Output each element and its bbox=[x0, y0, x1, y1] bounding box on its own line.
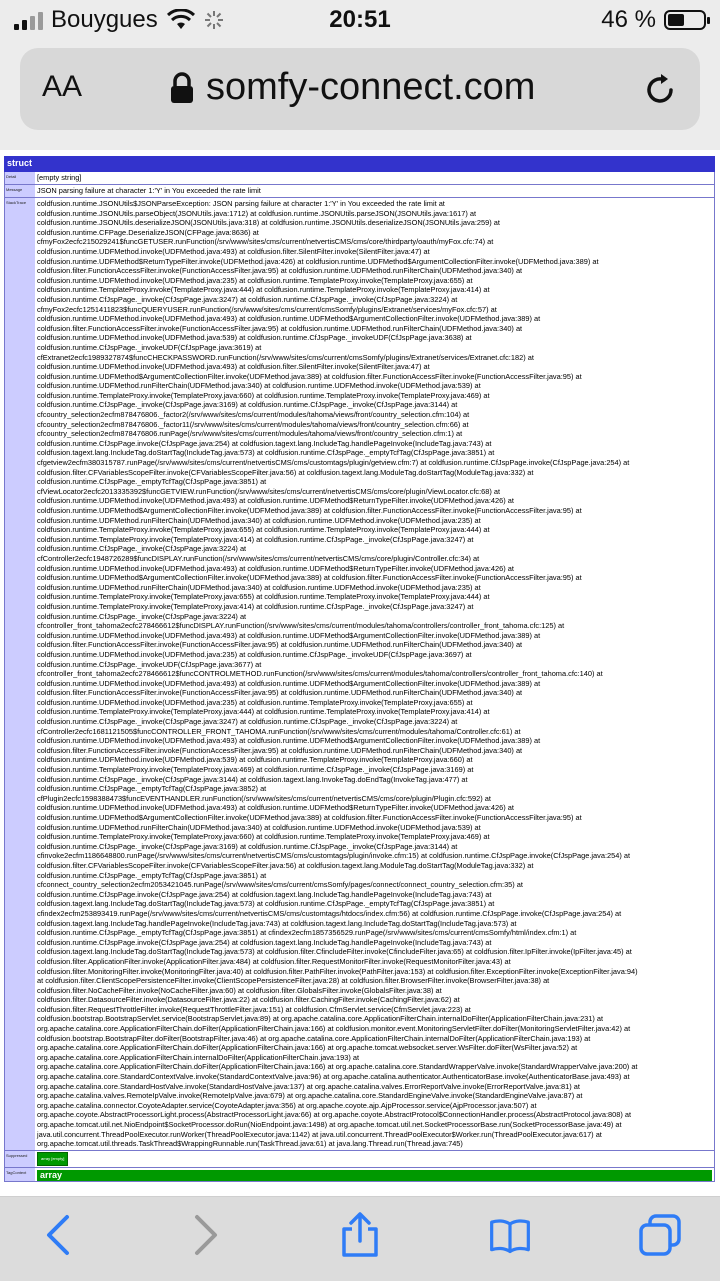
forward-icon bbox=[191, 1213, 221, 1257]
tabs-button[interactable] bbox=[638, 1213, 682, 1257]
stacktrace-line: coldfusion.runtime.UDFMethod.runFilterChain(UDFMethod.java:340) at coldfusion.runtime.UDFMethod.invoke(UDFMethod.java:539) at bbox=[37, 822, 481, 832]
tagcontext-label: TagContext bbox=[5, 1168, 35, 1182]
stacktrace-line: coldfusion.runtime.TemplateProxy.invoke(TemplateProxy.java:414) at coldfusion.runtime.CfJspPage._invoke(CfJspPage.java:3247) at bbox=[37, 601, 474, 611]
carrier-name: Bouygues bbox=[51, 6, 158, 33]
stacktrace-line: cfExtranet2ecfc1989327874$funcCHECKPASSWORD.runFunction(/srv/www/sites/cms/current/cmsSomfy/plugins/Extranet/services/Extranet.cfc:182) at bbox=[37, 352, 534, 362]
stacktrace-line: cfcountry_selection2ecfm878476806.runPage(/srv/www/sites/cms/current/modules/tahoma/views/front/country_selection.cfm:1) at bbox=[37, 429, 463, 439]
stacktrace-line: coldfusion.filter.MonitoringFilter.invoke(MonitoringFilter.java:40) at coldfusion.filter.PathFilter.invoke(PathFilter.java:153) at coldfusion.filter.ExceptionFilter.invoke(ExceptionFilter.java:94) bbox=[37, 966, 638, 976]
stacktrace-line: coldfusion.runtime.TemplateProxy.invoke(TemplateProxy.java:469) at coldfusion.runtime.CfJspPage._invoke(CfJspPage.java:3169) at bbox=[37, 765, 474, 775]
stacktrace-line: cfmyFox2ecfc1251411823$funcQUERYUSER.runFunction(/srv/www/sites/cms/current/cmsSomfy/plugins/Extranet/services/myFox.cfc:57) at bbox=[37, 304, 497, 314]
stacktrace-line: coldfusion.runtime.TemplateProxy.invoke(TemplateProxy.java:444) at coldfusion.runtime.TemplateProxy.invoke(TemplateProxy.java:414) at bbox=[37, 285, 490, 295]
stacktrace-line: coldfusion.runtime.UDFMethod.invoke(UDFMethod.java:493) at coldfusion.runtime.UDFMethod$ArgumentCollectionFilter.invoke(UDFMethod.java:389) at bbox=[37, 678, 541, 688]
stacktrace-line: coldfusion.tagext.lang.IncludeTag.doStartTag(IncludeTag.java:573) at coldfusion.filter.CfincludeFilter.invoke(CfincludeFilter.java:65) at coldfusion.filter.IpFilter.invoke(IpFilter.java:45) at bbox=[37, 947, 632, 957]
stacktrace-line: coldfusion.runtime.CfJspPage._invoke(CfJspPage.java:3144) at coldfusion.tagext.lang.InvokeTag.doEndTag(InvokeTag.java:477) at bbox=[37, 774, 468, 784]
lock-icon bbox=[170, 72, 194, 104]
stacktrace-line: coldfusion.tagext.lang.IncludeTag.doStartTag(IncludeTag.java:573) at coldfusion.runtime.CfJspPage._emptyTcfTag(CfJspPage.java:3851) at bbox=[37, 899, 495, 909]
stacktrace-line: cfViewLocator2ecfc2013335392$funcGETVIEW.runFunction(/srv/www/sites/cms/current/netvertisCMS/cms/core/plugin/ViewLocator.cfc:68) at bbox=[37, 486, 501, 496]
stacktrace-line: org.apache.catalina.core.ApplicationFilterChain.doFilter(ApplicationFilterChain.java:166) at coldfusion.monitor.event.MonitoringServletFilter.doFilter(MonitoringServletFilter.java:42) at bbox=[37, 1024, 631, 1034]
address-bar[interactable] bbox=[20, 48, 700, 130]
stacktrace-line: coldfusion.runtime.UDFMethod.invoke(UDFMethod.java:493) at coldfusion.filter.SilentFilter.invoke(SilentFilter.java:47) at bbox=[37, 362, 430, 372]
clock: 20:51 bbox=[329, 6, 391, 33]
stacktrace-line: org.apache.tomcat.util.threads.TaskThread$WrappingRunnable.run(TaskThread.java:61) at java.lang.Thread.run(Thread.java:745) bbox=[37, 1139, 463, 1149]
stacktrace-line: coldfusion.runtime.UDFMethod.invoke(UDFMethod.java:493) at coldfusion.runtime.UDFMethod$ArgumentCollectionFilter.invoke(UDFMethod.java:389) at bbox=[37, 630, 541, 640]
bottom-toolbar bbox=[0, 1196, 720, 1281]
stacktrace-line: coldfusion.runtime.TemplateProxy.invoke(TemplateProxy.java:444) at coldfusion.runtime.TemplateProxy.invoke(TemplateProxy.java:414) at bbox=[37, 707, 490, 717]
stacktrace-line: coldfusion.runtime.CfJspPage._invokeUDF(CfJspPage.java:3619) at bbox=[37, 342, 262, 352]
stacktrace-line: coldfusion.runtime.UDFMethod$ArgumentCollectionFilter.invoke(UDFMethod.java:389) at coldfusion.filter.FunctionAccessFilter.invoke(FunctionAccessFilter.java:95) at bbox=[37, 573, 582, 583]
stacktrace-line: coldfusion.runtime.UDFMethod.invoke(UDFMethod.java:493) at coldfusion.runtime.UDFMethod$ArgumentCollectionFilter.invoke(UDFMethod.java:389) at bbox=[37, 736, 541, 746]
tagcontext-array-header[interactable]: array bbox=[37, 1170, 712, 1182]
stacktrace-line: coldfusion.runtime.TemplateProxy.invoke(TemplateProxy.java:660) at coldfusion.runtime.TemplateProxy.invoke(TemplateProxy.java:469) at bbox=[37, 390, 490, 400]
tagcontext-row bbox=[4, 1168, 715, 1183]
stacktrace-line: coldfusion.runtime.CfJspPage.invoke(CfJspPage.java:254) at coldfusion.tagext.lang.IncludeTag.handlePageInvoke(IncludeTag.java:743) at bbox=[37, 438, 492, 448]
stacktrace-line: org.apache.catalina.core.StandardHostValve.invoke(StandardHostValve.java:137) at org.apache.catalina.valves.ErrorReportValve.invoke(ErrorReportValve.java:81) at bbox=[37, 1081, 580, 1091]
message-row bbox=[4, 185, 715, 198]
stacktrace-line: coldfusion.runtime.UDFMethod.invoke(UDFMethod.java:493) at coldfusion.filter.SilentFilter.invoke(SilentFilter.java:47) at bbox=[37, 246, 430, 256]
detail-value: [empty string] bbox=[37, 173, 82, 182]
stacktrace-line: coldfusion.runtime.CfJspPage.invoke(CfJspPage.java:254) at coldfusion.tagext.lang.IncludeTag.handlePageInvoke(IncludeTag.java:743) at bbox=[37, 937, 492, 947]
stacktrace-line: coldfusion.runtime.UDFMethod.invoke(UDFMethod.java:539) at coldfusion.runtime.TemplateProxy.invoke(TemplateProxy.java:660) at bbox=[37, 755, 473, 765]
stacktrace-line: org.apache.coyote.AbstractProcessorLight.process(AbstractProcessorLight.java:66) at org.apache.coyote.AbstractProtocol$ConnectionHandler.process(AbstractProtocol.java:808) at bbox=[37, 1110, 632, 1120]
stacktrace-line: org.apache.catalina.core.ApplicationFilterChain.internalDoFilter(ApplicationFilterChain.java:193) at bbox=[37, 1052, 360, 1062]
battery-percent: 46 % bbox=[601, 6, 656, 33]
stacktrace-line: cfindex2ecfm253893419.runPage(/srv/www/sites/cms/current/netvertisCMS/cms/customtags/htdocs/index.cfm:56) at coldfusion.runtime.CfJspPage.invoke(CfJspPage.java:254) at bbox=[37, 908, 622, 918]
stacktrace-line: org.apache.catalina.valves.RemoteIpValve.invoke(RemoteIpValve.java:679) at org.apache.catalina.core.StandardEngineValve.invoke(StandardEngineValve.java:87) at bbox=[37, 1091, 583, 1101]
reader-label: AA bbox=[42, 70, 83, 103]
stacktrace-line: coldfusion.runtime.CfJspPage._invoke(CfJspPage.java:3169) at coldfusion.runtime.CfJspPage._invoke(CfJspPage.java:3144) at bbox=[37, 841, 458, 851]
share-icon bbox=[338, 1211, 382, 1259]
stacktrace-line: coldfusion.runtime.UDFMethod$ReturnTypeFilter.invoke(UDFMethod.java:426) at coldfusion.runtime.UDFMethod$ArgumentCollectionFilter.invoke(UDFMethod.java:389) at bbox=[37, 256, 599, 266]
stacktrace-line: cfcountry_selection2ecfm878476806._factor11(/srv/www/sites/cms/current/modules/tahoma/views/front/country_selection.cfm:66) at bbox=[37, 419, 469, 429]
stacktrace-line: cfconnect_country_selection2ecfm2053421045.runPage(/srv/www/sites/cms/current/cmsSomfy/pages/connect/connect_country_selection.cfm:35) at bbox=[37, 880, 523, 890]
stacktrace-row bbox=[4, 198, 715, 1151]
forward-button[interactable] bbox=[184, 1213, 228, 1257]
stacktrace-line: at coldfusion.filter.ClientScopePersistenceFilter.invoke(ClientScopePersistenceFilter.java:28) at coldfusion.filter.BrowserFilter.invoke(BrowserFilter.java:38) at bbox=[37, 976, 550, 986]
stacktrace-line: coldfusion.runtime.UDFMethod.runFilterChain(UDFMethod.java:340) at coldfusion.runtime.UDFMethod.invoke(UDFMethod.java:539) at bbox=[37, 381, 481, 391]
stacktrace-line: coldfusion.filter.CFVariablesScopeFilter.invoke(CFVariablesScopeFilter.java:56) at coldfusion.tagext.lang.ModuleTag.doStartTag(ModuleTag.java:332) at bbox=[37, 467, 534, 477]
stacktrace-line: coldfusion.runtime.CfJspPage._emptyTcfTag(CfJspPage.java:3851) at bbox=[37, 477, 267, 487]
stacktrace-line: coldfusion.filter.NoCacheFilter.invoke(NoCacheFilter.java:60) at coldfusion.filter.GlobalsFilter.invoke(GlobalsFilter.java:38) at bbox=[37, 985, 442, 995]
stacktrace-label: StackTrace bbox=[5, 198, 35, 1150]
stacktrace-line: coldfusion.runtime.UDFMethod.invoke(UDFMethod.java:493) at coldfusion.runtime.UDFMethod$ReturnTypeFilter.invoke(UDFMethod.java:426) at bbox=[37, 563, 514, 573]
stacktrace-line: coldfusion.bootstrap.BootstrapServlet.service(BootstrapServlet.java:89) at org.apache.catalina.core.ApplicationFilterChain.internalDoFilter(ApplicationFilterChain.java:231) at bbox=[37, 1014, 604, 1024]
stacktrace-value bbox=[35, 198, 714, 1150]
stacktrace-line: coldfusion.runtime.CfJspPage._invoke(CfJspPage.java:3247) at coldfusion.runtime.CfJspPage._invoke(CfJspPage.java:3224) at bbox=[37, 294, 458, 304]
stacktrace-line: coldfusion.runtime.UDFMethod.invoke(UDFMethod.java:235) at coldfusion.runtime.TemplateProxy.invoke(TemplateProxy.java:655) at bbox=[37, 697, 473, 707]
battery-icon bbox=[664, 10, 706, 30]
suppressed-value[interactable]: array [empty] bbox=[37, 1152, 68, 1166]
tabs-icon bbox=[638, 1213, 682, 1257]
back-icon bbox=[43, 1213, 73, 1257]
stacktrace-line: coldfusion.runtime.CFPage.DeserializeJSON(CFPage.java:8636) at bbox=[37, 227, 259, 237]
message-value: JSON parsing failure at character 1:'Y' in You exceeded the rate limit bbox=[37, 186, 261, 195]
stacktrace-line: coldfusion.runtime.UDFMethod.invoke(UDFMethod.java:493) at coldfusion.runtime.UDFMethod$ReturnTypeFilter.invoke(UDFMethod.java:426) at bbox=[37, 803, 514, 813]
stacktrace-line: coldfusion.runtime.CfJspPage._invoke(CfJspPage.java:3224) at bbox=[37, 544, 247, 554]
stacktrace-line: coldfusion.runtime.TemplateProxy.invoke(TemplateProxy.java:660) at coldfusion.runtime.TemplateProxy.invoke(TemplateProxy.java:469) at bbox=[37, 832, 490, 842]
stacktrace-line: coldfusion.runtime.CfJspPage._invoke(CfJspPage.java:3247) at coldfusion.runtime.CfJspPage._invoke(CfJspPage.java:3224) at bbox=[37, 717, 458, 727]
struct-header: struct bbox=[4, 156, 715, 172]
message-label: Message bbox=[5, 185, 35, 197]
stacktrace-line: java.util.concurrent.ThreadPoolExecutor.runWorker(ThreadPoolExecutor.java:1142) at java.util.concurrent.ThreadPoolExecutor$Worker.run(ThreadPoolExecutor.java:617) at bbox=[37, 1129, 602, 1139]
suppressed-label: Suppressed bbox=[5, 1151, 35, 1167]
browser-chrome bbox=[0, 0, 720, 150]
detail-row bbox=[4, 172, 715, 185]
stacktrace-line: coldfusion.runtime.JSONUtils.deserializeJSON(JSONUtils.java:318) at coldfusion.runtime.JSONUtils.deserializeJSON(JSONUtils.java:259) at bbox=[37, 218, 500, 228]
stacktrace-line: coldfusion.tagext.lang.IncludeTag.handlePageInvoke(IncludeTag.java:743) at coldfusion.tagext.lang.IncludeTag.doStartTag(IncludeTag.java:573) at bbox=[37, 918, 517, 928]
stacktrace-line: coldfusion.tagext.lang.IncludeTag.doStartTag(IncludeTag.java:573) at coldfusion.runtime.CfJspPage._emptyTcfTag(CfJspPage.java:3851) at bbox=[37, 448, 495, 458]
stacktrace-line: coldfusion.runtime.UDFMethod$ArgumentCollectionFilter.invoke(UDFMethod.java:389) at coldfusion.filter.FunctionAccessFilter.invoke(FunctionAccessFilter.java:95) at bbox=[37, 371, 582, 381]
status-bar bbox=[0, 0, 720, 42]
stacktrace-line: coldfusion.runtime.CfJspPage._emptyTcfTag(CfJspPage.java:3851) at cfindex2ecfm1857356529.runPage(/srv/www/sites/cms/current/cmsSomfy/html/index.cfm:1) at bbox=[37, 928, 577, 938]
stacktrace-line: coldfusion.runtime.TemplateProxy.invoke(TemplateProxy.java:655) at coldfusion.runtime.TemplateProxy.invoke(TemplateProxy.java:444) at bbox=[37, 592, 490, 602]
stacktrace-line: org.apache.catalina.core.ApplicationFilterChain.doFilter(ApplicationFilterChain.java:166) at org.apache.tomcat.websocket.server.WsFilter.doFilter(WsFilter.java:52) at bbox=[37, 1043, 578, 1053]
stacktrace-line: coldfusion.filter.FunctionAccessFilter.invoke(FunctionAccessFilter.java:95) at coldfusion.runtime.UDFMethod.runFilterChain(UDFMethod.java:340) at bbox=[37, 266, 523, 276]
stacktrace-line: cfcountry_selection2ecfm878476806._factor2(/srv/www/sites/cms/current/modules/tahoma/views/front/country_selection.cfm:104) at bbox=[37, 410, 470, 420]
url-text: somfy-connect.com bbox=[206, 66, 536, 108]
error-dump bbox=[4, 156, 715, 1196]
stacktrace-line: coldfusion.filter.CFVariablesScopeFilter.invoke(CFVariablesScopeFilter.java:56) at coldfusion.tagext.lang.ModuleTag.doStartTag(ModuleTag.java:332) at bbox=[37, 860, 534, 870]
stacktrace-line: org.apache.tomcat.util.net.NioEndpoint$SocketProcessor.doRun(NioEndpoint.java:1498) at org.apache.tomcat.util.net.SocketProcessorBase.run(SocketProcessorBase.java:49) at bbox=[37, 1120, 622, 1129]
share-button[interactable] bbox=[338, 1213, 382, 1257]
reader-button[interactable] bbox=[42, 70, 82, 104]
stacktrace-line: cfcontroller_front_tahoma2ecfc278466612$funcCONTROLMETHOD.runFunction(/srv/www/sites/cms/current/modules/tahoma/controllers/controller_front_tahoma.cfc:140) at bbox=[37, 669, 603, 679]
stacktrace-line: coldfusion.runtime.UDFMethod.invoke(UDFMethod.java:235) at coldfusion.runtime.CfJspPage._invokeUDF(CfJspPage.java:3697) at bbox=[37, 649, 472, 659]
stacktrace-line: coldfusion.runtime.CfJspPage._invoke(CfJspPage.java:3169) at coldfusion.runtime.CfJspPage._invoke(CfJspPage.java:3144) at bbox=[37, 400, 458, 410]
stacktrace-line: coldfusion.runtime.UDFMethod$ArgumentCollectionFilter.invoke(UDFMethod.java:389) at coldfusion.filter.FunctionAccessFilter.invoke(FunctionAccessFilter.java:95) at bbox=[37, 813, 582, 822]
bookmarks-icon bbox=[488, 1215, 532, 1255]
stacktrace-line: cfmyFox2ecfc215029241$funcGETUSER.runFunction(/srv/www/sites/cms/current/netvertisCMS/cms/core/thirdparty/oauth/myFox.cfc:74) at bbox=[37, 237, 494, 247]
stacktrace-line: org.apache.catalina.core.StandardContextValve.invoke(StandardContextValve.java:96) at org.apache.catalina.authenticator.AuthenticatorBase.invoke(AuthenticatorBase.java:493) at bbox=[37, 1072, 630, 1082]
stacktrace-line: coldfusion.runtime.CfJspPage._emptyTcfTag(CfJspPage.java:3852) at bbox=[37, 784, 267, 794]
stacktrace-line: coldfusion.runtime.UDFMethod.invoke(UDFMethod.java:493) at coldfusion.runtime.UDFMethod$ArgumentCollectionFilter.invoke(UDFMethod.java:389) at bbox=[37, 314, 541, 324]
stacktrace-line: coldfusion.runtime.UDFMethod.invoke(UDFMethod.java:539) at coldfusion.runtime.CfJspPage._invokeUDF(CfJspPage.java:3638) at bbox=[37, 333, 472, 343]
stacktrace-line: coldfusion.bootstrap.BootstrapFilter.doFilter(BootstrapFilter.java:46) at org.apache.catalina.core.ApplicationFilterChain.internalDoFilter(ApplicationFilterChain.java:193) at bbox=[37, 1033, 591, 1043]
stacktrace-line: coldfusion.runtime.JSONUtils.parseObject(JSONUtils.java:1712) at coldfusion.runtime.JSONUtils.parseJSON(JSONUtils.java:1617) at bbox=[37, 208, 477, 218]
stacktrace-line: coldfusion.runtime.UDFMethod$ArgumentCollectionFilter.invoke(UDFMethod.java:389) at coldfusion.filter.FunctionAccessFilter.invoke(FunctionAccessFilter.java:95) at bbox=[37, 506, 582, 515]
stacktrace-line: coldfusion.filter.RequestThrottleFilter.invoke(RequestThrottleFilter.java:151) at coldfusion.CfmServlet.service(CfmServlet.java:223) at bbox=[37, 1004, 471, 1014]
stacktrace-line: coldfusion.filter.FunctionAccessFilter.invoke(FunctionAccessFilter.java:95) at coldfusion.runtime.UDFMethod.runFilterChain(UDFMethod.java:340) at bbox=[37, 323, 523, 333]
stacktrace-line: coldfusion.runtime.UDFMethod.runFilterChain(UDFMethod.java:340) at coldfusion.runtime.UDFMethod.invoke(UDFMethod.java:235) at bbox=[37, 582, 481, 592]
stacktrace-line: cfgetview2ecfm380315787.runPage(/srv/www/sites/cms/current/netvertisCMS/cms/customtags/plugin/getview.cfm:7) at coldfusion.runtime.CfJspPage.invoke(CfJspPage.java:254) at bbox=[37, 458, 630, 468]
stacktrace-line: org.apache.catalina.core.ApplicationFilterChain.doFilter(ApplicationFilterChain.java:166) at org.apache.catalina.core.StandardWrapperValve.invoke(StandardWrapperValve.java:200) at bbox=[37, 1062, 638, 1072]
battery-fill bbox=[668, 14, 684, 26]
stacktrace-line: cfController2ecfc1681121505$funcCONTROLLER_FRONT_TAHOMA.runFunction(/srv/www/sites/cms/current/modules/tahoma/Controller.cfc:61) at bbox=[37, 726, 521, 736]
stacktrace-line: coldfusion.runtime.TemplateProxy.invoke(TemplateProxy.java:414) at coldfusion.runtime.CfJspPage._invoke(CfJspPage.java:3247) at bbox=[37, 534, 474, 544]
suppressed-row bbox=[4, 1151, 715, 1168]
stacktrace-line: coldfusion.runtime.UDFMethod.runFilterChain(UDFMethod.java:340) at coldfusion.runtime.UDFMethod.invoke(UDFMethod.java:235) at bbox=[37, 515, 481, 525]
stacktrace-line: coldfusion.runtime.UDFMethod.invoke(UDFMethod.java:493) at coldfusion.runtime.UDFMethod$ReturnTypeFilter.invoke(UDFMethod.java:426) at bbox=[37, 496, 514, 506]
stacktrace-line: cfController2ecfc1948726289$funcDISPLAY.runFunction(/srv/www/sites/cms/current/netvertisCMS/cms/core/plugin/Controller.cfc:34) at bbox=[37, 553, 480, 563]
detail-label: Detail bbox=[5, 172, 35, 184]
stacktrace-line: coldfusion.filter.ApplicationFilter.invoke(ApplicationFilter.java:484) at coldfusion.filter.RequestMonitorFilter.invoke(RequestMonitorFilter.java:43) at bbox=[37, 956, 511, 966]
bookmarks-button[interactable] bbox=[488, 1213, 532, 1257]
stacktrace-line: coldfusion.runtime.JSONUtils$JSONParseException: JSON parsing failure at character 1:'Y' in You exceeded the rate limit at bbox=[37, 199, 445, 208]
stacktrace-line: coldfusion.runtime.CfJspPage._emptyTcfTag(CfJspPage.java:3851) at bbox=[37, 870, 267, 880]
stacktrace-line: coldfusion.runtime.CfJspPage._invokeUDF(CfJspPage.java:3677) at bbox=[37, 659, 262, 669]
stacktrace-line: coldfusion.filter.FunctionAccessFilter.invoke(FunctionAccessFilter.java:95) at coldfusion.runtime.UDFMethod.runFilterChain(UDFMethod.java:340) at bbox=[37, 640, 523, 650]
stacktrace-line: coldfusion.runtime.UDFMethod.invoke(UDFMethod.java:235) at coldfusion.runtime.TemplateProxy.invoke(TemplateProxy.java:655) at bbox=[37, 275, 473, 285]
stacktrace-line: org.apache.catalina.connector.CoyoteAdapter.service(CoyoteAdapter.java:356) at org.apache.coyote.ajp.AjpProcessor.service(AjpProcessor.java:507) at bbox=[37, 1100, 537, 1110]
stacktrace-line: coldfusion.filter.FunctionAccessFilter.invoke(FunctionAccessFilter.java:95) at coldfusion.runtime.UDFMethod.runFilterChain(UDFMethod.java:340) at bbox=[37, 688, 523, 698]
stacktrace-line: coldfusion.filter.DatasourceFilter.invoke(DatasourceFilter.java:22) at coldfusion.filter.CachingFilter.invoke(CachingFilter.java:62) at bbox=[37, 995, 460, 1005]
reload-icon[interactable] bbox=[640, 70, 680, 110]
back-button[interactable] bbox=[36, 1213, 80, 1257]
stacktrace-line: coldfusion.runtime.CfJspPage._invoke(CfJspPage.java:3224) at bbox=[37, 611, 247, 621]
stacktrace-line: cfPlugin2ecfc1598388473$funcEVENTHANDLER.runFunction(/srv/www/sites/cms/current/netvertisCMS/cms/core/plugin/Plugin.cfc:592) at bbox=[37, 793, 491, 803]
stacktrace-line: cfinvoke2ecfm1186648800.runPage(/srv/www/sites/cms/current/netvertisCMS/cms/customtags/plugin/invoke.cfm:15) at coldfusion.runtime.CfJspPage.invoke(CfJspPage.java:254) at bbox=[37, 851, 631, 861]
stacktrace-line: coldfusion.runtime.CfJspPage.invoke(CfJspPage.java:254) at coldfusion.tagext.lang.IncludeTag.handlePageInvoke(IncludeTag.java:743) at bbox=[37, 889, 492, 899]
stacktrace-line: coldfusion.filter.FunctionAccessFilter.invoke(FunctionAccessFilter.java:95) at coldfusion.runtime.UDFMethod.runFilterChain(UDFMethod.java:340) at bbox=[37, 745, 523, 755]
stacktrace-line: coldfusion.runtime.TemplateProxy.invoke(TemplateProxy.java:655) at coldfusion.runtime.TemplateProxy.invoke(TemplateProxy.java:444) at bbox=[37, 525, 490, 535]
stacktrace-line: cfcontroller_front_tahoma2ecfc278466612$funcDISPLAY.runFunction(/srv/www/sites/cms/current/modules/tahoma/controllers/controller_front_tahoma.cfc:125) at bbox=[37, 621, 565, 631]
